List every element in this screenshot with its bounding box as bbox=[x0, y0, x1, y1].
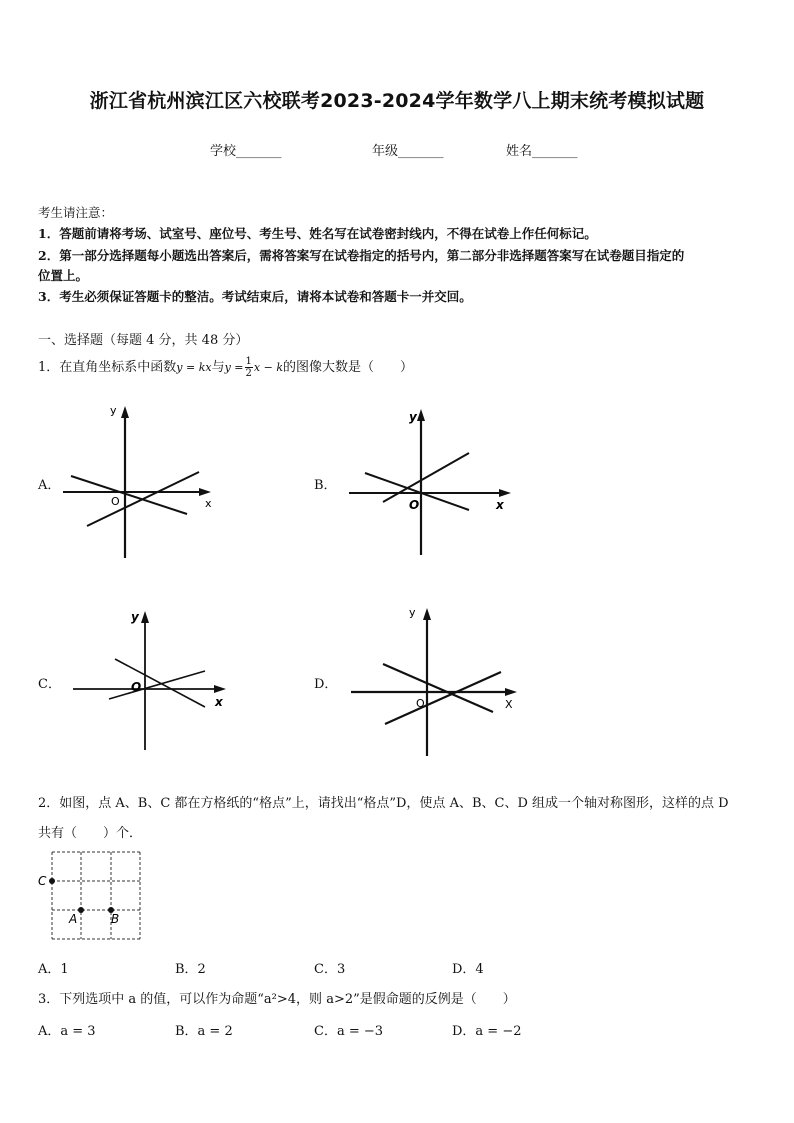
graph-d-x-label: X bbox=[505, 698, 513, 711]
q1-post: 的图像大数是（ ） bbox=[283, 360, 414, 375]
graph-b bbox=[343, 405, 518, 560]
graph-a-y-label: y bbox=[110, 404, 117, 417]
point-a bbox=[78, 907, 84, 913]
q2-option-a: A．1 bbox=[38, 962, 69, 977]
q1-pre: 1．在直角坐标系中函数 bbox=[38, 360, 177, 375]
grade-field: 年级_______ bbox=[372, 144, 444, 159]
grid-figure bbox=[36, 848, 146, 944]
q3-option-d: D．a = −2 bbox=[452, 1024, 522, 1039]
notice-heading: 考生请注意： bbox=[38, 205, 114, 220]
graph-a-x-label: x bbox=[205, 497, 212, 510]
q1-func2a: y = bbox=[224, 361, 244, 374]
q1-option-d: D． bbox=[314, 677, 338, 692]
q3-option-b: B．a = 2 bbox=[175, 1024, 233, 1039]
point-c bbox=[49, 878, 55, 884]
graph-c bbox=[65, 605, 235, 755]
graph-d-x-arrow bbox=[505, 688, 517, 696]
q1-option-a: A． bbox=[38, 478, 61, 493]
q3-option-a: A．a = 3 bbox=[38, 1024, 96, 1039]
q3-option-c: C．a = −3 bbox=[314, 1024, 384, 1039]
graph-a bbox=[55, 400, 225, 565]
page-title: 浙江省杭州滨江区六校联考2023-2024学年数学八上期末统考模拟试题 bbox=[89, 90, 705, 112]
graph-d-line-2 bbox=[385, 672, 501, 724]
graph-a-y-arrow bbox=[121, 406, 129, 418]
graph-c-y-label: y bbox=[131, 610, 139, 624]
section-heading: 一、选择题（每题 4 分，共 48 分） bbox=[38, 333, 249, 348]
graph-d bbox=[345, 600, 525, 760]
q1-func2b: x − k bbox=[253, 361, 283, 374]
graph-a-line-2 bbox=[87, 472, 199, 526]
q2-option-b: B．2 bbox=[175, 962, 206, 977]
q1-frac-num: 1 bbox=[245, 356, 252, 367]
graph-c-x-label: x bbox=[215, 695, 223, 709]
q1-fraction bbox=[245, 356, 253, 379]
q1-mid: 与 bbox=[211, 360, 225, 375]
graph-c-x-arrow bbox=[214, 685, 226, 693]
graph-d-line-1 bbox=[383, 664, 493, 712]
graph-b-y-label: y bbox=[409, 410, 417, 424]
q2-option-d: D．4 bbox=[452, 962, 484, 977]
notice-item-2-cont: 位置上。 bbox=[38, 268, 89, 283]
school-field: 学校_______ bbox=[210, 144, 282, 159]
q1-option-b: B． bbox=[314, 478, 337, 493]
q1-func1: y = kx bbox=[176, 361, 212, 374]
graph-a-origin-label: O bbox=[111, 495, 120, 508]
graph-d-y-label: y bbox=[409, 606, 416, 619]
graph-b-x-arrow bbox=[499, 489, 511, 497]
graph-c-line-1 bbox=[115, 659, 205, 707]
graph-a-x-arrow bbox=[199, 488, 211, 496]
notice-item-3: 3．考生必须保证答题卡的整洁。考试结束后，请将本试卷和答题卡一并交回。 bbox=[38, 289, 472, 304]
grid-lines bbox=[52, 852, 140, 939]
name-field: 姓名_______ bbox=[506, 144, 578, 159]
graph-b-origin-label: O bbox=[409, 498, 420, 512]
question-2-text: 2．如图，点 A、B、C 都在方格纸的“格点”上，请找出“格点”D，使点 A、B、C、D 组成一个轴对称图形，这样的点 D bbox=[38, 796, 729, 811]
point-a-label: A bbox=[69, 912, 78, 926]
graph-a-line-1 bbox=[71, 476, 187, 514]
q1-frac-den: 2 bbox=[245, 368, 252, 379]
notice-item-2: 2．第一部分选择题每小题选出答案后，需将答案写在试卷指定的括号内，第二部分非选择题答案写在试卷题目指定的 bbox=[38, 248, 685, 263]
graph-d-y-arrow bbox=[423, 608, 431, 620]
notice-item-1: 1．答题前请将考场、试室号、座位号、考生号、姓名写在试卷密封线内，不得在试卷上作任何标记。 bbox=[38, 226, 597, 241]
graph-b-y-arrow bbox=[417, 409, 425, 421]
graph-c-line-2 bbox=[109, 671, 205, 699]
point-b-label: B bbox=[111, 912, 120, 926]
graph-b-x-label: x bbox=[496, 498, 504, 512]
graph-c-y-arrow bbox=[141, 611, 149, 623]
graph-c-origin-label: O bbox=[131, 680, 142, 694]
point-c-label: C bbox=[38, 874, 47, 888]
q2-option-c: C．3 bbox=[314, 962, 346, 977]
question-1-text bbox=[38, 356, 413, 379]
question-2-text-cont: 共有（ ）个． bbox=[38, 826, 143, 841]
graph-d-origin-label: O bbox=[416, 697, 425, 710]
q1-option-c: C． bbox=[38, 677, 61, 692]
question-3-text: 3．下列选项中 a 的值，可以作为命题“a²>4，则 a>2”是假命题的反例是（ ） bbox=[38, 992, 516, 1007]
